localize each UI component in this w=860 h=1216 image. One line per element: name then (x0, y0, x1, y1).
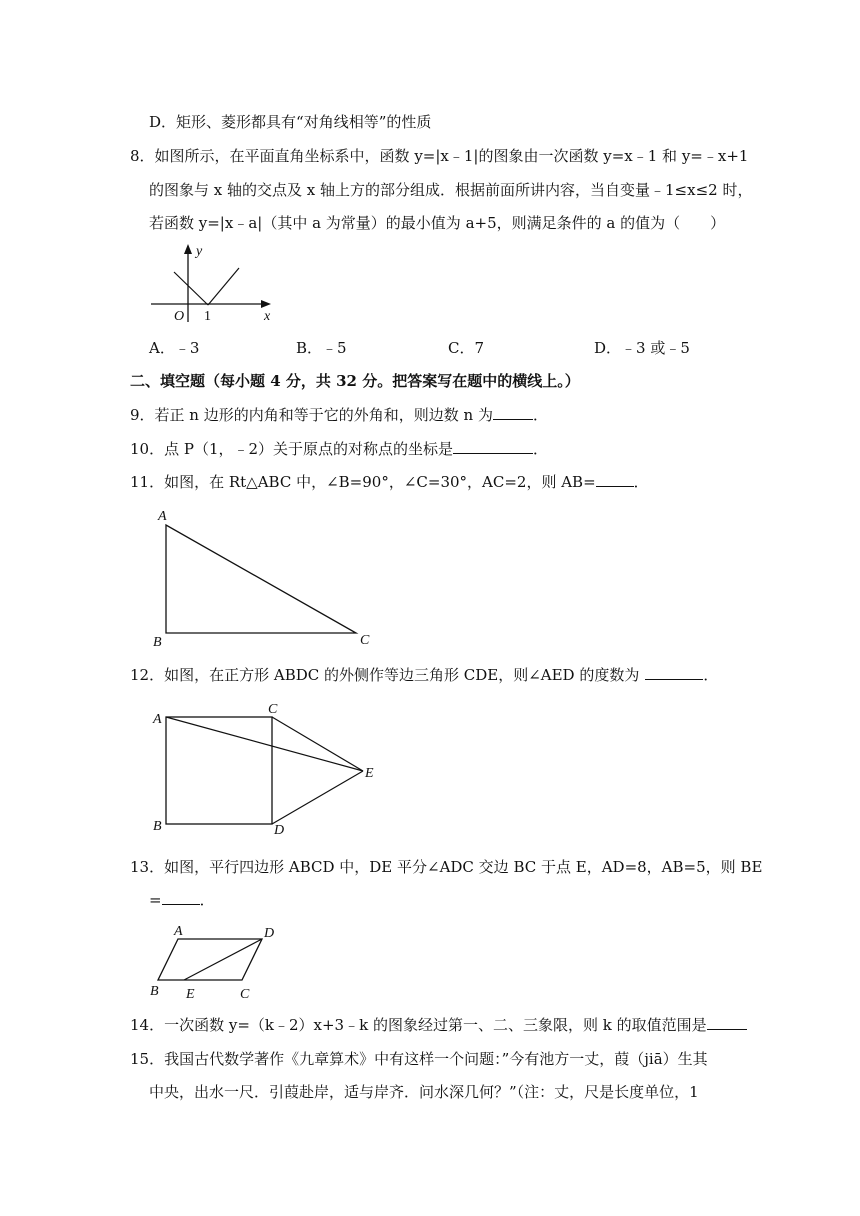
q8-option-c: C．7 (448, 339, 485, 357)
q12-end: ． (703, 666, 719, 684)
q8-abs-value-graph (148, 238, 283, 328)
q14-line (130, 1015, 747, 1035)
q12-text: 12．如图，在正方形 ABDC 的外侧作等边三角形 CDE，则∠AED 的度数为 (130, 666, 640, 684)
q15-text-line1: 15．我国古代数学著作《九章算术》中有这样一个问题：”今有池方一丈，葭（jiā）生其 (130, 1050, 708, 1068)
q14-answer-blank (707, 1015, 747, 1030)
q11-label-b: B (153, 635, 162, 650)
q12-answer-blank (645, 665, 703, 680)
q12-label-b: B (153, 819, 162, 834)
q11-answer-blank (596, 472, 634, 487)
q13-end: ． (199, 891, 215, 909)
q11-right-triangle-figure (150, 504, 380, 649)
q13-label-c: C (240, 987, 250, 1002)
q9-line (130, 405, 548, 425)
q13-label-e: E (186, 987, 195, 1002)
q10-line (130, 439, 548, 459)
q13-answer-blank (162, 890, 200, 905)
q13-line2-prefix: = (149, 891, 162, 909)
q9-answer-blank (493, 405, 533, 420)
q10-text: 10．点 P（1，﹣2）关于原点的对称点的坐标是 (130, 440, 454, 458)
q13-label-b: B (150, 984, 159, 999)
q12-line (130, 665, 718, 685)
q8-option-d: D．﹣3 或﹣5 (594, 339, 690, 357)
q8-text-line3: 若函数 y=|x﹣a|（其中 a 为常量）的最小值为 a+5，则满足条件的 a 的值为（ ） (149, 214, 726, 232)
q11-line (130, 472, 649, 492)
q8-origin-label: O (174, 309, 185, 324)
q11-label-a: A (158, 509, 167, 524)
q11-label-c: C (360, 633, 370, 648)
q10-answer-blank (453, 439, 533, 454)
q9-text: 9．若正 n 边形的内角和等于它的外角和，则边数 n 为 (130, 406, 493, 424)
q8-text-line1: 8．如图所示，在平面直角坐标系中，函数 y=|x﹣1|的图象由一次函数 y=x﹣1 和 y=﹣x+1 (130, 147, 749, 165)
q10-end: ． (533, 440, 549, 458)
q13-text-line1: 13．如图，平行四边形 ABCD 中，DE 平分∠ADC 交边 BC 于点 E，AD=8，AB=5，则 BE (130, 858, 763, 876)
q11-text: 11．如图，在 Rt△ABC 中，∠B=90°，∠C=30°，AC=2，则 AB= (130, 473, 596, 491)
q12-label-d: D (274, 823, 285, 838)
section-heading-fill-in: 二、填空题（每小题 4 分，共 32 分。把答案写在题中的横线上。） (130, 372, 580, 390)
q9-end: ． (532, 406, 548, 424)
q13-label-d: D (264, 926, 275, 941)
q8-one-label: 1 (204, 309, 211, 324)
q8-text-line2: 的图象与 x 轴的交点及 x 轴上方的部分组成．根据前面所讲内容，当自变量﹣1≤x≤2 时， (149, 181, 753, 199)
q8-x-label: x (264, 309, 271, 324)
q12-label-a: A (153, 712, 162, 727)
q13-label-a: A (174, 924, 183, 939)
q12-square-triangle-figure (150, 700, 390, 840)
q12-label-c: C (268, 702, 278, 717)
q8-y-label: y (196, 244, 203, 259)
q8-option-b: B．﹣5 (296, 339, 347, 357)
q8-option-a: A．﹣3 (149, 339, 200, 357)
q15-text-line2: 中央，出水一尺．引葭赴岸，适与岸齐．问水深几何？”（注：丈，尺是长度单位，1 (149, 1083, 699, 1101)
q13-line2 (149, 890, 215, 910)
q12-label-e: E (365, 766, 374, 781)
q13-parallelogram-figure (146, 920, 296, 1005)
q14-text: 14．一次函数 y=（k﹣2）x+3﹣k 的图象经过第一、二、三象限，则 k 的取值范围是 (130, 1016, 707, 1034)
q11-end: ． (633, 473, 649, 491)
q7-option-d: D．矩形、菱形都具有“对角线相等”的性质 (149, 113, 432, 131)
